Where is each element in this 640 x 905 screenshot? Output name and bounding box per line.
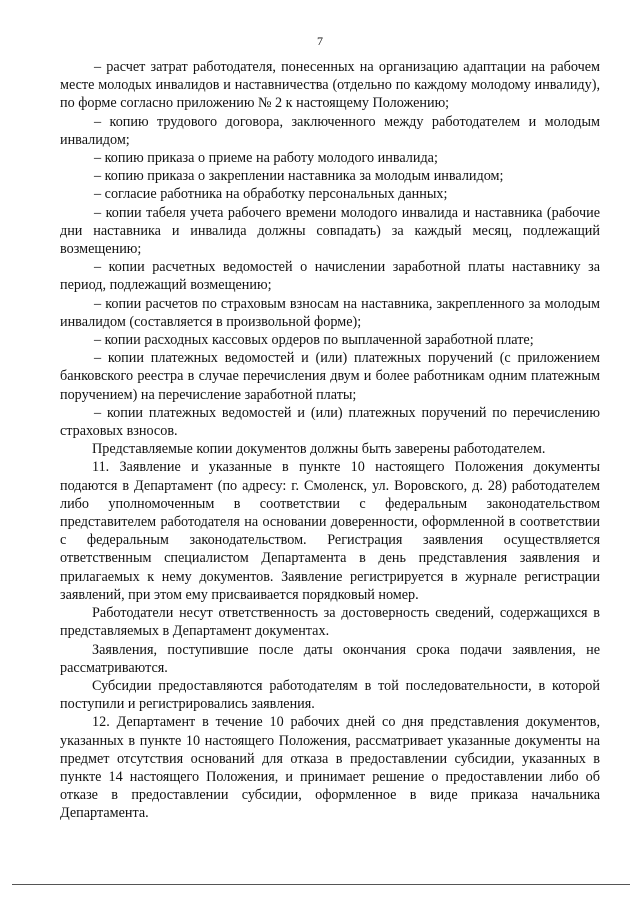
paragraph-timesheet: – копии табеля учета рабочего времени молодого инвалида и наставника (рабочие дни наставника и инвалида должны совпадать) за каждый месяц, подлежащий возмещению;: [60, 204, 600, 258]
paragraph-clause-12: 12. Департамент в течение 10 рабочих дней со дня представления документов, указанных в пункте 10 настоящего Положения, рассматривает указанные документы на предмет отсутствия оснований для отказа в предоставлении субсидии, указанных в пункте 14 настоящего Положения, и принимает решение о предоставлении либо об отказе в предоставлении субсидии, оформленное в виде приказа начальника Департамента.: [60, 714, 600, 822]
paragraph-employer-responsibility: Работодатели несут ответственность за достоверность сведений, содержащихся в представляемых в Департамент документах.: [60, 605, 600, 640]
paragraph-labor-contract: – копию трудового договора, заключенного между работодателем и молодым инвалидом;: [60, 113, 600, 148]
paragraph-mentor-order: – копию приказа о закреплении наставника за молодым инвалидом;: [94, 168, 504, 185]
paragraph-certified-copies: Представляемые копии документов должны быть заверены работодателем.: [92, 441, 546, 458]
paragraph-hiring-order: – копию приказа о приеме на работу молодого инвалида;: [94, 150, 438, 167]
page-number: 7: [317, 34, 323, 48]
paragraph-data-consent: – согласие работника на обработку персональных данных;: [94, 186, 448, 203]
paragraph-cash-orders: – копии расходных кассовых ордеров по выплаченной заработной плате;: [94, 332, 534, 349]
paragraph-late-applications: Заявления, поступившие после даты окончания срока подачи заявления, не рассматриваются.: [60, 641, 600, 676]
paragraph-cost-calculation: – расчет затрат работодателя, понесенных на организацию адаптации на рабочем месте молодых инвалидов и наставничества (отдельно по каждому молодому инвалиду), по форме согласно приложению № 2 к настоящему Положению;: [60, 59, 600, 112]
paragraph-clause-11: 11. Заявление и указанные в пункте 10 настоящего Положения документы подаются в Департамент (по адресу: г. Смоленск, ул. Воровского, д. 28) работодателем либо уполномоченным в соответствии с федеральным законодательством представителем работодателя на основании доверенности, оформленной в соответствии с федеральным законодательством. Регистрация заявления осуществляется ответственным специалистом Департамента в день представления заявления и прилагаемых к нему документов. Заявление регистрируется в журнале регистрации заявлений, при этом ему присваивается порядковый номер.: [60, 459, 600, 603]
document-body: [60, 58, 600, 823]
page-bottom-rule: [12, 884, 630, 885]
paragraph-payment-orders-insurance: – копии платежных ведомостей и (или) платежных поручений по перечислению страховых взносов.: [60, 404, 600, 440]
paragraph-payroll-statements: – копии расчетных ведомостей о начислении заработной платы наставнику за период, подлежащий возмещению;: [60, 259, 600, 294]
paragraph-subsidy-order: Субсидии предоставляются работодателям в той последовательности, в которой поступили и регистрировались заявления.: [60, 677, 600, 713]
paragraph-payment-orders-salary: – копии платежных ведомостей и (или) платежных поручений (с приложением банковского реестра в случае перечисления двум и более работникам одним платежным поручением) на перечисление заработной платы;: [60, 350, 600, 403]
paragraph-insurance-calc: – копии расчетов по страховым взносам на наставника, закрепленного за молодым инвалидом (составляется в произвольной форме);: [60, 295, 600, 330]
